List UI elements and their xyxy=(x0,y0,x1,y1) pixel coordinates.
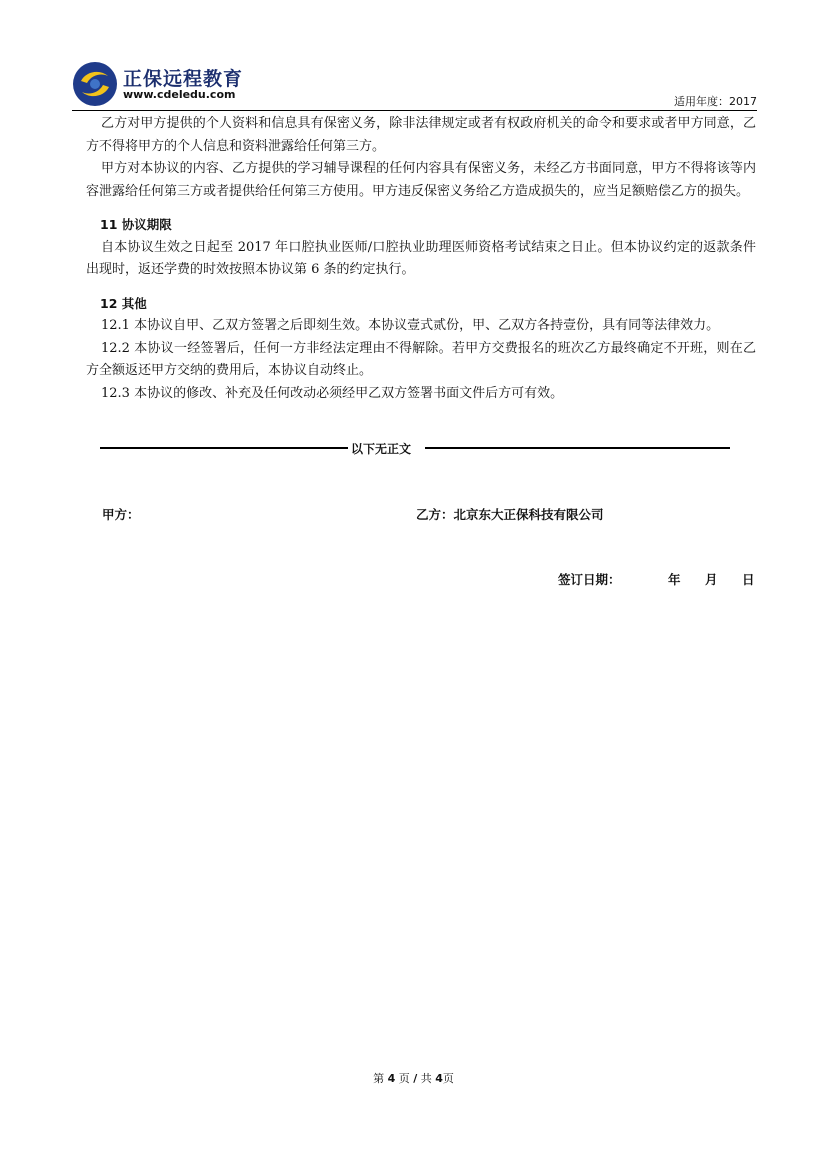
end-rule-right xyxy=(425,447,730,449)
section-heading: 12 其他 xyxy=(100,295,147,311)
footer-page-prefix: 第 xyxy=(373,1072,385,1085)
page-header xyxy=(72,60,757,112)
body-paragraph: 甲方对本协议的内容、乙方提供的学习辅导课程的任何内容具有保密义务，未经乙方书面同意，甲方不得将该等内容泄露给任何第三方或者提供给任何第三方使用。甲方违反保密义务给乙方造成损失的，应当足额赔偿乙方的损失。 xyxy=(86,161,756,199)
party-b-label: 乙方：北京东大正保科技有限公司 xyxy=(416,507,604,522)
body-paragraph: 乙方对甲方提供的个人资料和信息具有保密义务，除非法律规定或者有权政府机关的命令和要求或者甲方同意，乙方不得将甲方的个人信息和资料泄露给任何第三方。 xyxy=(86,116,756,154)
end-rule-left xyxy=(100,447,348,449)
body-paragraph: 12.3 本协议的修改、补充及任何改动必须经甲乙双方签署书面文件后方可有效。 xyxy=(101,385,564,401)
brand-logo-icon xyxy=(72,61,118,107)
footer-page-number: 4 xyxy=(387,1072,396,1085)
footer-total-prefix: 共 xyxy=(420,1072,432,1085)
footer-page-unit: 页 xyxy=(398,1072,410,1085)
brand-name: 正保远程教育 xyxy=(123,68,244,90)
year-label: 适用年度：2017 xyxy=(674,95,757,108)
header-divider xyxy=(72,110,757,111)
body-paragraph: 12.1 本协议自甲、乙双方签署之后即刻生效。本协议壹式贰份，甲、乙双方各持壹份，具有同等法律效力。 xyxy=(101,318,720,333)
footer-separator: / xyxy=(413,1072,418,1085)
sign-date-day: 日 xyxy=(742,572,755,587)
document-body xyxy=(86,113,756,405)
footer-total-number: 4 xyxy=(435,1072,443,1085)
body-paragraph: 12.2 本协议一经签署后，任何一方非经法定理由不得解除。若甲方交费报名的班次乙方最终确定不开班，则在乙方全额返还甲方交纳的费用后，本协议自动终止。 xyxy=(86,340,756,378)
footer-total-unit: 页 xyxy=(442,1072,454,1085)
page-footer xyxy=(0,1070,827,1086)
brand-url: www.cdeledu.com xyxy=(123,88,236,101)
party-a-label: 甲方： xyxy=(102,507,140,522)
sign-date-year: 年 xyxy=(668,572,681,587)
body-paragraph: 自本协议生效之日起至 2017 年口腔执业医师/口腔执业助理医师资格考试结束之日止。但本协议约定的返款条件出现时，返还学费的时效按照本协议第 6 条的约定执行。 xyxy=(86,239,756,277)
section-heading: 11 协议期限 xyxy=(100,217,172,232)
sign-date-label: 签订日期： xyxy=(558,572,621,587)
end-of-text-marker xyxy=(100,440,730,456)
end-marker-text: 以下无正文 xyxy=(351,442,412,456)
sign-date-month: 月 xyxy=(705,572,718,587)
